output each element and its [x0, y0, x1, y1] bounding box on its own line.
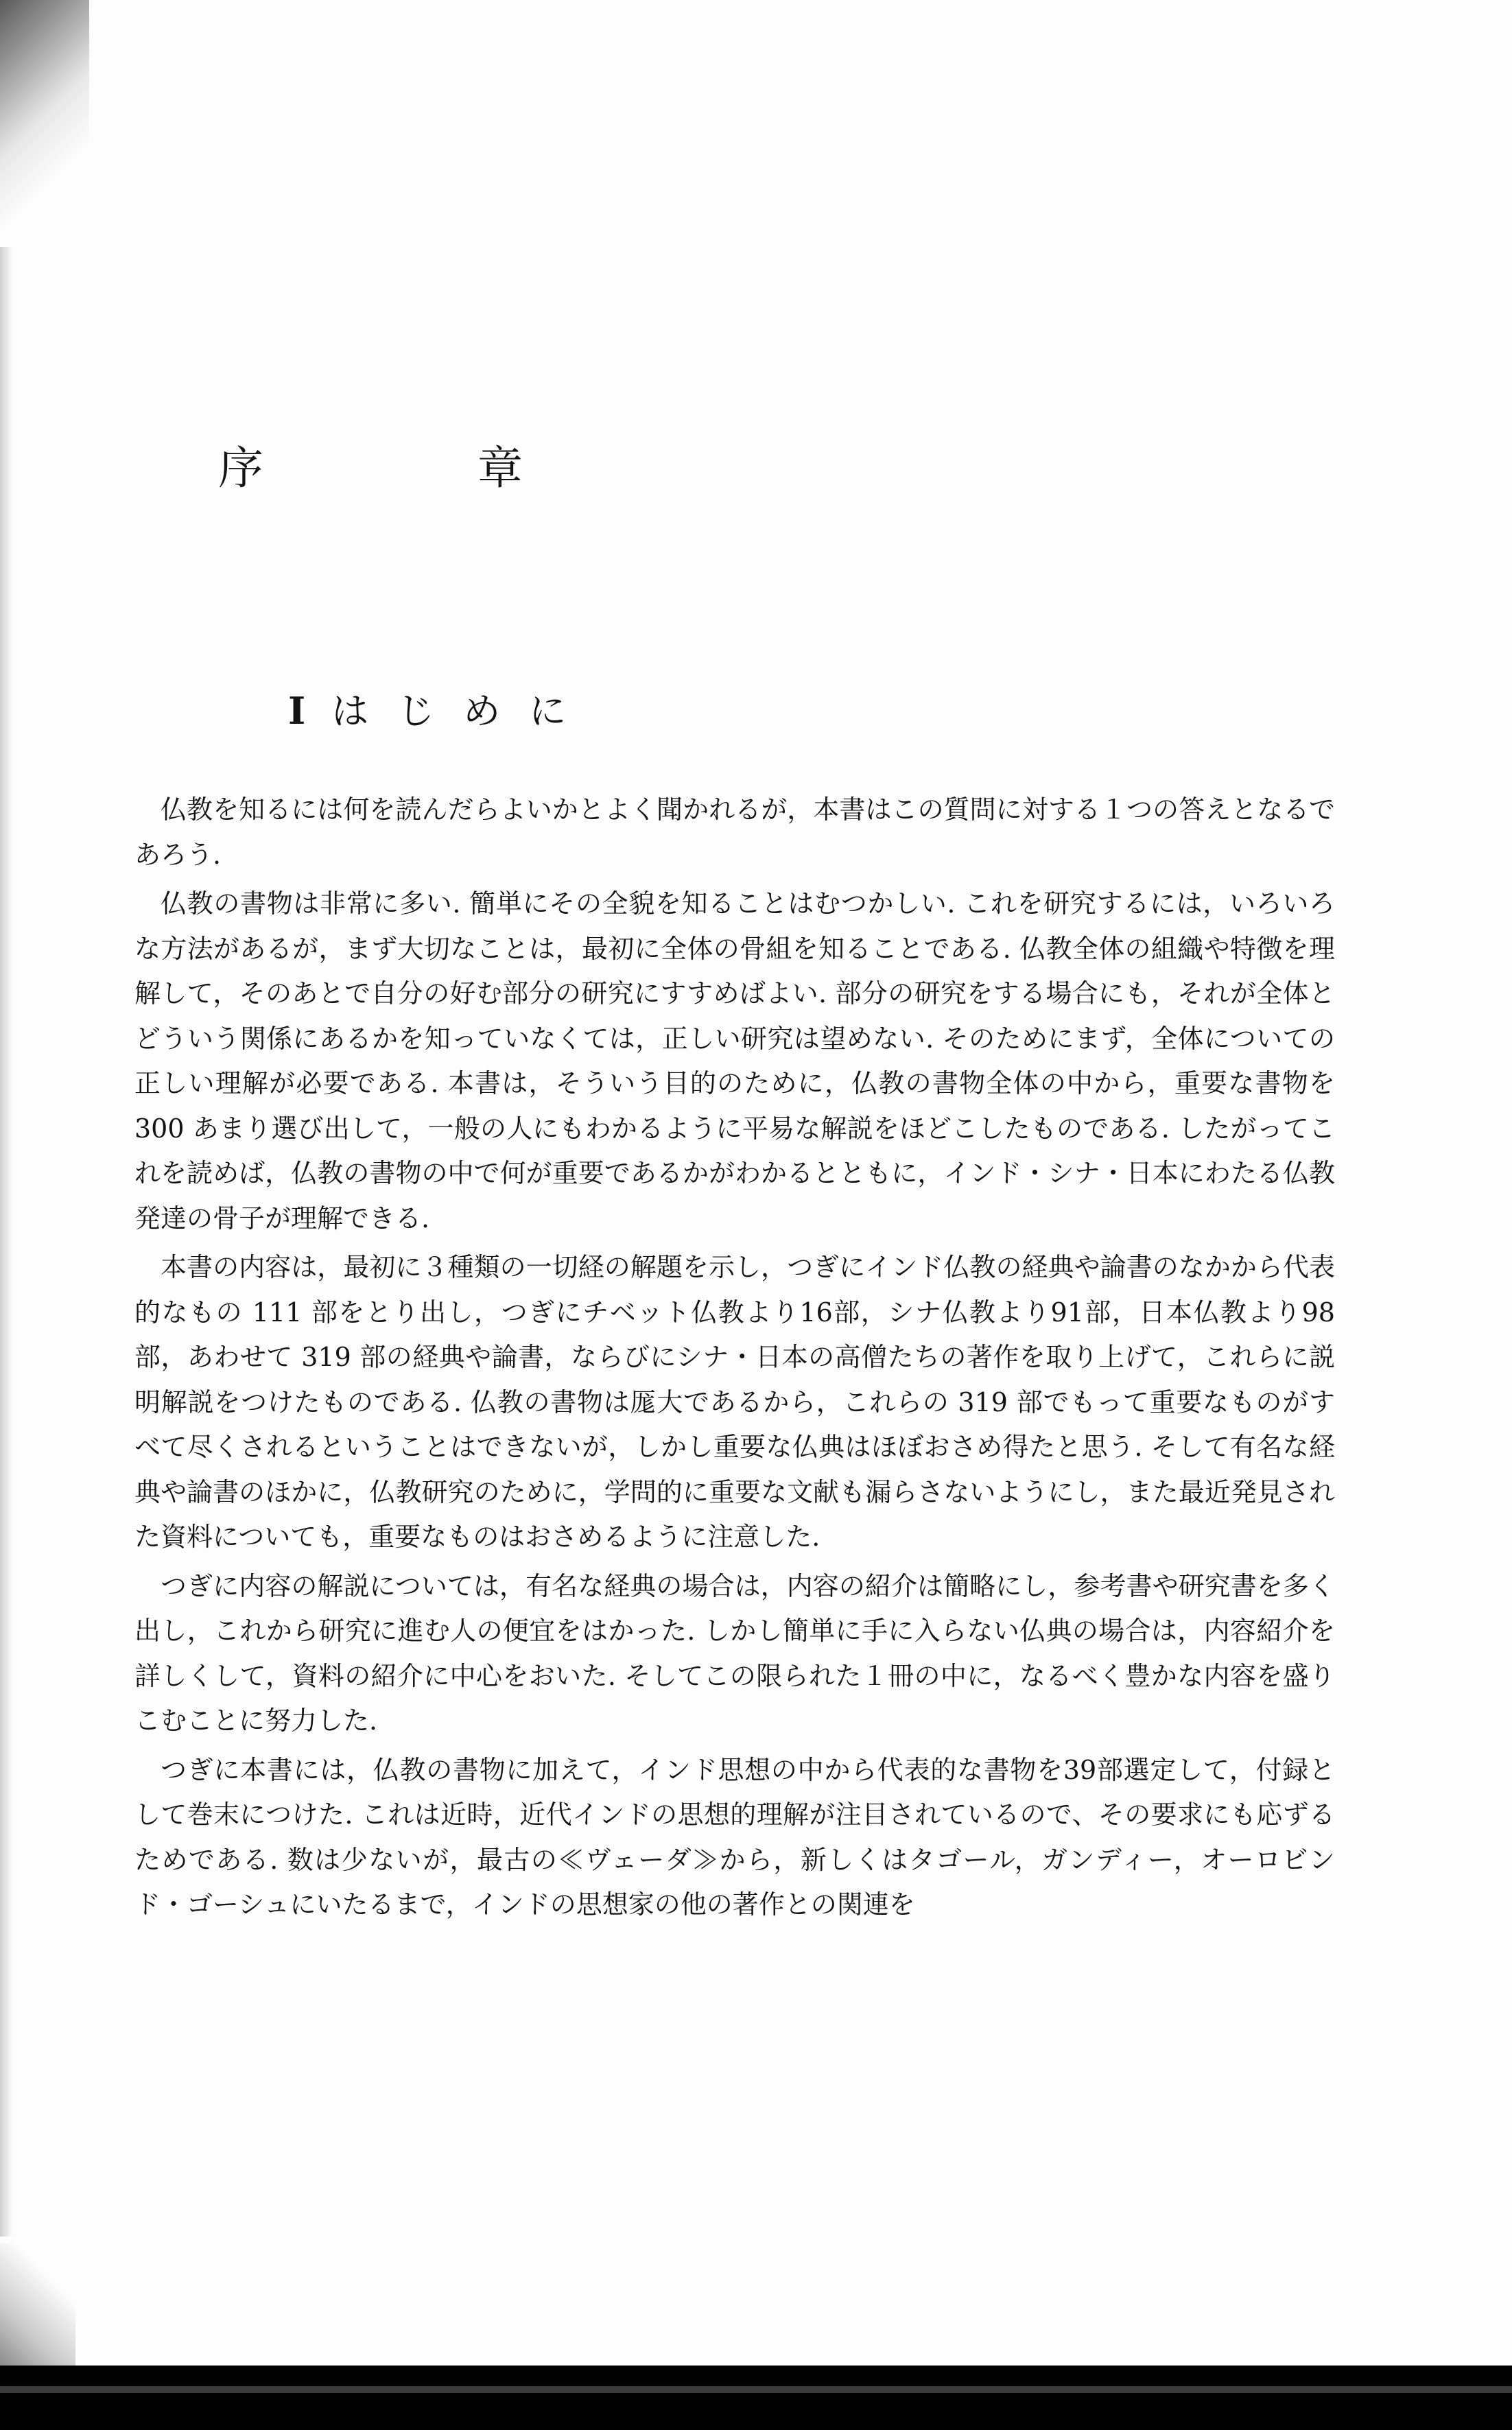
section-number: I	[288, 689, 306, 733]
section-heading	[288, 683, 595, 738]
scan-bottom-border	[0, 2366, 1512, 2430]
paragraph-2: 仏教の書物は非常に多い. 簡単にその全貌を知ることはむつかしい. これを研究するには，いろいろな方法があるが，まず大切なことは，最初に全体の骨組を知ることである. 仏教全体の組織や特徴を理解して，そのあとで自分の好む部分の研究にすすめばよい. 部分の研究をする場合にも，それが全体とどういう関係にあるかを知っていなくては，正しい研究は望めない. そのためにまず，全体についての正しい理解が必要である. 本書は，そういう目的のために，仏教の書物全体の中から，重要な書物を 300 あまり選び出して，一般の人にもわかるように平易な解説をほどこしたものである. したがってこれを読めば，仏教の書物の中で何が重要であるかがわかるとともに，インド・シナ・日本にわたる仏教発達の骨子が理解できる.	[134, 888, 1335, 1234]
paragraph-1: 仏教を知るには何を読んだらよいかとよく聞かれるが，本書はこの質問に対する１つの答えとなるであろう.	[134, 794, 1335, 870]
paragraph-3: 本書の内容は，最初に３種類の一切経の解題を示し，つぎにインド仏教の経典や論書のなかから代表的なもの 111 部をとり出し，つぎにチベット仏教より16部，シナ仏教より91部，日本仏教より98部，あわせて 319 部の経典や論書，ならびにシナ・日本の高僧たちの著作を取り上げて，これらに説明解説をつけたものである. 仏教の書物は厖大であるから，これらの 319 部でもって重要なものがすべて尽くされるということはできないが，しかし重要な仏典はほぼおさめ得たと思う. そして有名な経典や論書のほかに，仏教研究のために，学問的に重要な文献も漏らさないようにし，また最近発見された資料についても，重要なものはおさめるように注意した.	[134, 1252, 1335, 1552]
paragraph-5: つぎに本書には，仏教の書物に加えて，インド思想の中から代表的な書物を39部選定して，付録として巻末につけた. これは近時，近代インドの思想的理解が注目されているので、その要求にも応ずるためである. 数は少ないが，最古の≪ヴェーダ≫から，新しくはタゴール，ガンディー，オーロビンド・ゴーシュにいたるまで，インドの思想家の他の著作との関連を	[134, 1754, 1335, 1920]
scan-bottom-border-line	[0, 2386, 1512, 2393]
section-title: はじめに	[331, 689, 595, 733]
scan-shadow-bottom-left	[0, 2243, 75, 2367]
paragraph-4: つぎに内容の解説については，有名な経典の場合は，内容の紹介は簡略にし，参考書や研究書を多く出し，これから研究に進む人の便宜をはかった. しかし簡単に手に入らない仏典の場合は，内容紹介を詳しくして，資料の紹介に中心をおいた. そしてこの限られた１冊の中に，なるべく豊かな内容を盛りこむことに努力した.	[134, 1570, 1335, 1736]
chapter-title-char-1: 序	[218, 442, 263, 495]
scan-shadow-left-edge	[0, 247, 12, 2237]
scan-shadow-top-left	[0, 0, 89, 247]
chapter-title-char-2: 章	[477, 442, 523, 495]
body-text	[134, 788, 1335, 1932]
chapter-title	[218, 438, 541, 499]
